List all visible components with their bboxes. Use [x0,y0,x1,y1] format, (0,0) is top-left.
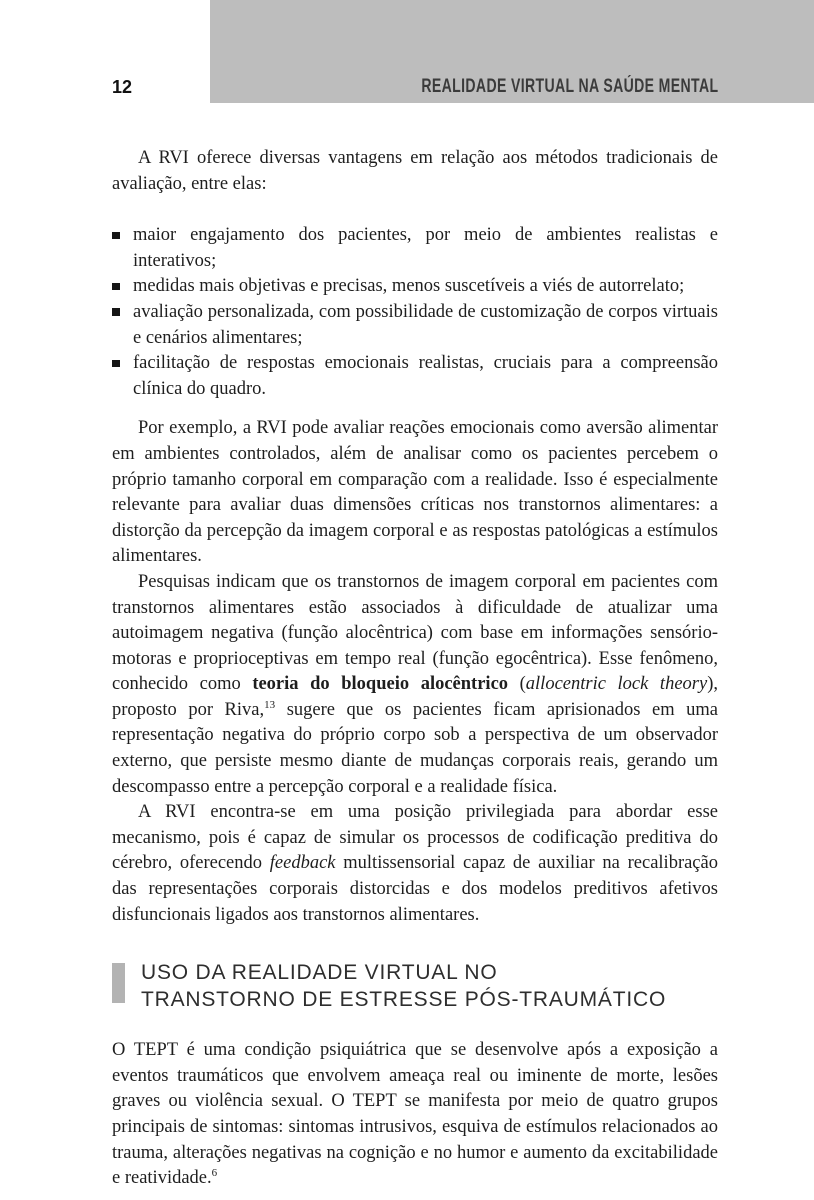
list-item-text: medidas mais objetivas e precisas, menos suscetíveis a viés de autorrelato; [133,276,685,297]
running-head: REALIDADE VIRTUAL NA SAÚDE MENTAL [420,76,718,97]
bold-term: teoria do bloqueio alocêntrico [252,674,509,695]
italic-term: allocentric lock theory [525,674,708,695]
advantages-list [112,223,718,402]
list-item [112,351,718,402]
paragraph-rvi-position [112,800,718,928]
list-item-text: facilitação de respostas emocionais realistas, cruciais para a compreensão clínica do quadro. [133,353,718,399]
bullet-square-icon [112,283,120,291]
paragraph-text: multissensorial capaz de auxiliar na recalibração das representações corporais distorcidas e dos modelos preditivos afetivos disfuncionais ligados aos transtornos alimentares. [112,853,718,925]
paragraph-allocentric-lock [112,570,718,800]
page-number: 12 [112,77,133,97]
footnote-ref-13: 13 [264,698,276,711]
bullet-square-icon [112,232,120,240]
list-item-text: avaliação personalizada, com possibilidade de customização de corpos virtuais e cenários alimentares; [133,301,718,348]
page-content [112,146,718,1192]
heading-marker-icon [112,963,125,1003]
list-item [112,274,718,300]
paragraph-example: Por exemplo, a RVI pode avaliar reações emocionais como aversão alimentar em ambientes controlados, além de analisar como os pacientes percebem o próprio tamanho corporal em comparação com a realidade. Isso é especialmente relevante para avaliar duas dimensões críticas nos transtornos alimentares: a distorção da percepção da imagem corporal e as respostas patológicas a estímulos alimentares. [112,418,718,567]
italic-term: feedback [269,853,336,874]
paragraph-text: Pesquisas indicam que os transtornos de imagem corporal em pacientes com transtornos alimentares estão associados à dificuldade de atualizar uma autoimagem negativa (função alocêntrica) com base em informações sensório-motoras e proprioceptivas em tempo real (função egocêntrica). Esse fenômeno, conhecido como [112,571,718,695]
section-heading [112,959,718,1013]
paragraph-tept [112,1038,718,1192]
section-heading-line2: TRANSTORNO DE ESTRESSE PÓS-TRAUMÁTICO [141,988,667,1012]
list-item [112,223,718,274]
paragraph-text: A RVI encontra-se em uma posição privilegiada para abordar esse mecanismo, pois é capaz de simular os processos de codificação preditiva do cérebro, oferecendo [112,802,718,874]
paragraph-intro: A RVI oferece diversas vantagens em relação aos métodos tradicionais de avaliação, entre elas: [112,148,718,194]
bullet-square-icon [112,360,120,368]
footnote-ref-6: 6 [211,1167,218,1180]
list-item-text: maior engajamento dos pacientes, por meio de ambientes realistas e interativos; [133,225,718,271]
list-item [112,300,718,351]
paragraph-text: sugere que os pacientes ficam aprisionados em uma representação negativa do próprio corpo sob a perspectiva de um observador externo, que persiste mesmo diante de mudanças corporais reais, gerando um descompasso entre a percepção corporal e a realidade física. [112,699,719,797]
paragraph-text: ( [508,674,526,695]
bullet-square-icon [112,308,120,316]
running-head-container [317,76,718,98]
section-heading-line1: USO DA REALIDADE VIRTUAL NO [141,961,498,985]
paragraph-text: O TEPT é uma condição psiquiátrica que se desenvolve após a exposição a eventos traumáticos que envolvem ameaça real ou iminente de morte, lesões graves ou violência sexual. O TEPT se manifesta por meio de quatro grupos principais de sintomas: sintomas intrusivos, esquiva de estímulos relacionados ao trauma, alterações negativas na cognição e no humor e aumento da excitabilidade e reatividade. [112,1040,718,1189]
paragraph-text: ), proposto por Riva, [112,674,718,720]
